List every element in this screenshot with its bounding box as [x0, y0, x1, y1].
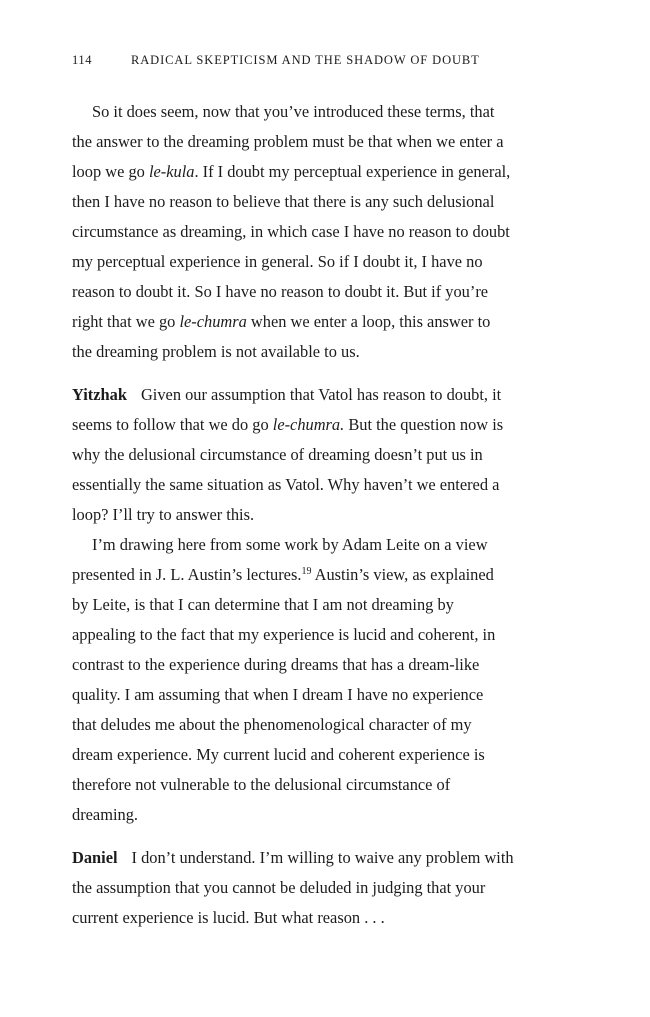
- text-line: why the delusional circumstance of dreaming doesn’t put us in: [72, 445, 483, 464]
- paragraph-1: [72, 97, 542, 367]
- text-line: the answer to the dreaming problem must be that when we enter a: [72, 132, 504, 151]
- text-line: the dreaming problem is not available to us.: [72, 342, 360, 361]
- text-line: [72, 307, 542, 337]
- text-line: So it does seem, now that you’ve introduced these terms, that: [92, 102, 495, 121]
- speaker-name: Yitzhak: [72, 385, 127, 404]
- paragraph-4: [72, 843, 542, 933]
- page-number: 114: [72, 53, 93, 67]
- paragraph-2: [72, 380, 542, 530]
- text-line: reason to doubt it. So I have no reason to doubt it. But if you’re: [72, 282, 489, 301]
- text-line: contrast to the experience during dreams that has a dream-like: [72, 655, 480, 674]
- text-line: dream experience. My current lucid and coherent experience is: [72, 745, 485, 764]
- text-line: [72, 157, 542, 187]
- text-line: circumstance as dreaming, in which case I have no reason to doubt: [72, 222, 510, 241]
- text-run: I don’t understand. I’m willing to waive any problem with: [131, 848, 514, 867]
- text-line: appealing to the fact that my experience is lucid and coherent, in: [72, 625, 496, 644]
- text-run: Given our assumption that Vatol has reason to doubt, it: [140, 385, 502, 404]
- body-text: [72, 97, 542, 933]
- text-line: current experience is lucid. But what reason . . .: [72, 908, 385, 927]
- text-line: then I have no reason to believe that there is any such delusional: [72, 192, 495, 211]
- paragraph-gap: [72, 367, 542, 380]
- text-line: that deludes me about the phenomenological character of my: [72, 715, 472, 734]
- text-line: dreaming.: [72, 805, 138, 824]
- text-line: [72, 410, 542, 440]
- paragraph-gap: [72, 830, 542, 843]
- text-line: loop? I’ll try to answer this.: [72, 505, 255, 524]
- italic-term: le-chumra: [179, 312, 247, 331]
- text-line: the assumption that you cannot be deluded in judging that your: [72, 878, 486, 897]
- text-line: my perceptual experience in general. So if I doubt it, I have no: [72, 252, 483, 271]
- text-line: quality. I am assuming that when I dream I have no experience: [72, 685, 484, 704]
- text-run: presented in J. L. Austin’s lectures.: [72, 565, 302, 584]
- text-run: seems to follow that we do go: [72, 415, 273, 434]
- text-line: by Leite, is that I can determine that I am not dreaming by: [72, 595, 454, 614]
- italic-term: le-kula: [148, 162, 195, 181]
- text-run: right that we go: [72, 312, 180, 331]
- text-line: therefore not vulnerable to the delusional circumstance of: [72, 775, 451, 794]
- text-run: . If I doubt my perceptual experience in general,: [194, 162, 511, 181]
- text-line: essentially the same situation as Vatol. Why haven’t we entered a: [72, 475, 500, 494]
- text-run: But the question now is: [344, 415, 504, 434]
- text-line: [72, 843, 542, 873]
- footnote-marker[interactable]: 19: [301, 566, 312, 577]
- text-run: when we enter a loop, this answer to: [246, 312, 491, 331]
- text-run: Austin’s view, as explained: [311, 565, 494, 584]
- speaker-name: Daniel: [72, 848, 118, 867]
- text-line: [72, 380, 542, 410]
- text-run: loop we go: [72, 162, 149, 181]
- text-line: [72, 560, 542, 590]
- running-title: RADICAL SKEPTICISM AND THE SHADOW OF DOUBT: [131, 53, 480, 67]
- paragraph-3: [72, 530, 542, 830]
- italic-term: le-chumra.: [272, 415, 345, 434]
- text-line: I’m drawing here from some work by Adam Leite on a view: [92, 535, 488, 554]
- running-head: [72, 52, 542, 68]
